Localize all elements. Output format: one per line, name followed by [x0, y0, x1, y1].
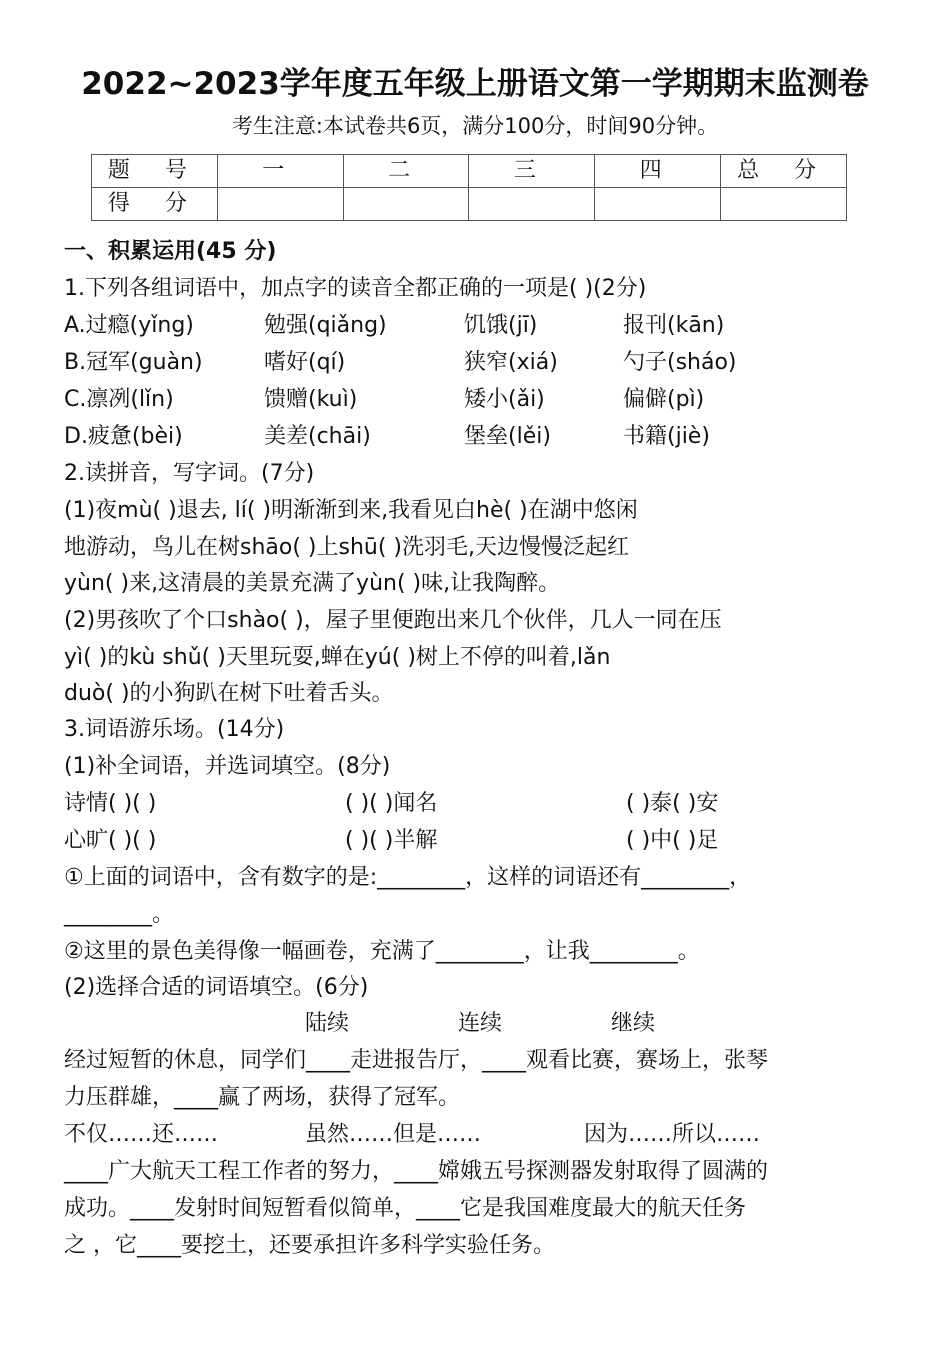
score-cell: [217, 188, 343, 221]
option-b-word-4: 勺子(sháo): [623, 350, 737, 375]
score-header-cell: 四: [595, 155, 721, 188]
fill-line: ②这里的景色美得像一幅画卷，充满了________，让我________。: [64, 939, 700, 964]
option-d-word-4: 书籍(jiè): [623, 424, 710, 449]
score-cell: [721, 188, 847, 221]
score-table-score-row: [92, 188, 847, 221]
score-table: [91, 154, 847, 221]
word-blank: ( )( )闻名: [345, 791, 438, 816]
question-3-sub1: (1)补全词语，并选词填空。(8分): [64, 754, 391, 779]
exam-notice: 考生注意:本试卷共6页，满分100分，时间90分钟。: [231, 114, 719, 138]
score-header-cell: 一: [217, 155, 343, 188]
word-blank: ( )( )半解: [345, 828, 438, 853]
paragraph-line: 成功。____发射时间短暂看似简单，____它是我国难度最大的航天任务: [64, 1196, 747, 1221]
fill-line: ①上面的词语中，含有数字的是:________，这样的词语还有________，: [64, 865, 752, 890]
option-d-word-1: D.疲惫(bèi): [64, 424, 183, 449]
choice-word: 继续: [611, 1011, 656, 1036]
word-blank: 诗情( )( ): [64, 791, 157, 816]
question-1-stem: 1.下列各组词语中，加点字的读音全都正确的一项是( )(2分): [64, 276, 647, 301]
word-blank: ( )泰( )安: [626, 791, 719, 816]
paragraph-line: 经过短暂的休息，同学们____走进报告厅，____观看比赛，赛场上，张琴: [64, 1048, 769, 1073]
option-a-word-2: 勉强(qiǎng): [264, 313, 387, 338]
choice-word: 虽然……但是……: [305, 1122, 482, 1147]
exam-title: 2022~2023学年度五年级上册语文第一学期期末监测卷: [81, 66, 869, 102]
option-c-word-4: 偏僻(pì): [623, 387, 705, 412]
question-3-stem: 3.词语游乐场。(14分): [64, 717, 285, 742]
question-2-line: yì( )的kù shǔ( )天里玩耍,蝉在yú( )树上不停的叫着,lǎn: [64, 645, 611, 670]
score-row-label: 得 分: [92, 188, 218, 221]
section-heading: 一、积累运用(45 分): [64, 239, 277, 264]
choice-word: 连续: [458, 1011, 503, 1036]
option-a-word-1: A.过瘾(yǐng): [64, 313, 194, 338]
option-c-word-2: 馈赠(kuì): [264, 387, 358, 412]
option-d-word-3: 堡垒(lěi): [464, 424, 551, 449]
option-b-word-2: 嗜好(qí): [264, 350, 346, 375]
score-header-cell: 三: [469, 155, 595, 188]
paragraph-line: ____广大航天工程工作者的努力，____嫦娥五号探测器发射取得了圆满的: [64, 1159, 769, 1184]
option-d-word-2: 美差(chāi): [264, 424, 371, 449]
score-header-cell: 题 号: [92, 155, 218, 188]
paragraph-line: 之 ，它____要挖土，还要承担许多科学实验任务。: [64, 1233, 555, 1258]
question-2-line: (1)夜mù( )退去, lí( )明渐渐到来,我看见白hè( )在湖中悠闲: [64, 498, 638, 523]
score-header-cell: 二: [343, 155, 469, 188]
word-blank: ( )中( )足: [626, 828, 719, 853]
word-blank: 心旷( )( ): [64, 828, 157, 853]
question-2-line: 地游动，鸟儿在树shāo( )上shū( )洗羽毛,天边慢慢泛起红: [64, 535, 630, 560]
option-c-word-1: C.凛冽(lǐn): [64, 387, 174, 412]
choice-word: 不仅……还……: [64, 1122, 219, 1147]
score-cell: [343, 188, 469, 221]
choice-word: 因为……所以……: [584, 1122, 761, 1147]
question-2-line: yùn( )来,这清晨的美景充满了yùn( )味,让我陶醉。: [64, 571, 561, 596]
paragraph-line: 力压群雄，____赢了两场，获得了冠军。: [64, 1085, 461, 1110]
score-cell: [595, 188, 721, 221]
question-2-line: duò( )的小狗趴在树下吐着舌头。: [64, 681, 394, 706]
option-b-word-1: B.冠军(guàn): [64, 350, 203, 375]
question-3-sub2: (2)选择合适的词语填空。(6分): [64, 975, 369, 1000]
option-a-word-3: 饥饿(jī): [464, 313, 538, 338]
question-2-stem: 2.读拼音，写字词。(7分): [64, 461, 315, 486]
choice-word: 陆续: [305, 1011, 350, 1036]
fill-line: ________。: [64, 902, 175, 927]
question-2-line: (2)男孩吹了个口shào( )，屋子里便跑出来几个伙伴，几人一同在压: [64, 608, 722, 633]
option-b-word-3: 狭窄(xiá): [464, 350, 558, 375]
score-cell: [469, 188, 595, 221]
option-a-word-4: 报刊(kān): [623, 313, 725, 338]
option-c-word-3: 矮小(ǎi): [464, 387, 545, 412]
score-header-cell: 总 分: [721, 155, 847, 188]
score-table-header-row: [92, 155, 847, 188]
